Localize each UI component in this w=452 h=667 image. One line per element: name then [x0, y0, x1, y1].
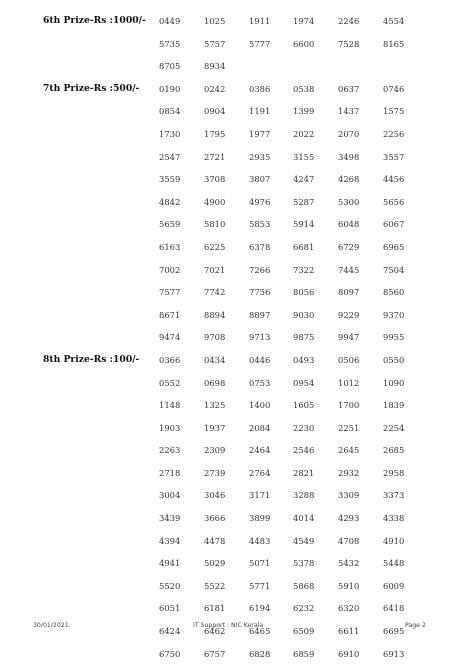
ticket-number: 6418 — [383, 603, 405, 614]
page-footer — [0, 622, 452, 637]
ticket-number: 6232 — [293, 603, 315, 614]
ticket-number: 2546 — [293, 445, 315, 456]
ticket-number: 8165 — [383, 38, 405, 49]
prize-label: 7th Prize-Rs :500/- — [43, 82, 140, 94]
ticket-number: 1903 — [159, 422, 181, 433]
ticket-number: 5735 — [159, 38, 181, 49]
number-row — [0, 12, 452, 35]
ticket-number: 6695 — [383, 626, 405, 637]
ticket-number: 2070 — [338, 128, 360, 139]
number-row — [0, 599, 452, 622]
ticket-number: 0753 — [249, 377, 271, 388]
number-row — [0, 486, 452, 509]
ticket-number: 5656 — [383, 196, 405, 207]
ticket-number: 0904 — [204, 106, 226, 117]
ticket-number: 5868 — [293, 580, 315, 591]
ticket-number: 7528 — [338, 38, 360, 49]
ticket-number: 5777 — [249, 38, 271, 49]
number-row — [0, 102, 452, 125]
ticket-number: 2084 — [249, 422, 271, 433]
ticket-number: 0493 — [293, 354, 315, 365]
ticket-number: 1012 — [338, 377, 360, 388]
ticket-number: 0954 — [293, 377, 315, 388]
ticket-number: 6600 — [293, 38, 315, 49]
number-row — [0, 125, 452, 148]
ticket-number: 6048 — [338, 219, 360, 230]
ticket-number: 8894 — [204, 309, 226, 320]
ticket-number: 0698 — [204, 377, 226, 388]
ticket-number: 9713 — [249, 332, 271, 343]
number-row — [0, 261, 452, 284]
ticket-number: 1437 — [338, 106, 360, 117]
ticket-number: 6681 — [293, 241, 315, 252]
number-row — [0, 215, 452, 238]
ticket-number: 8560 — [383, 287, 405, 298]
ticket-number: 8671 — [159, 309, 181, 320]
ticket-number: 7445 — [338, 264, 360, 275]
ticket-number: 2022 — [293, 128, 315, 139]
ticket-number: 9947 — [338, 332, 360, 343]
ticket-number: 7577 — [159, 287, 181, 298]
ticket-number: 7504 — [383, 264, 405, 275]
ticket-number: 2309 — [204, 445, 226, 456]
ticket-number: 5432 — [338, 558, 360, 569]
number-row — [0, 441, 452, 464]
ticket-number: 1937 — [204, 422, 226, 433]
ticket-number: 3373 — [383, 490, 405, 501]
ticket-number: 4268 — [338, 174, 360, 185]
ticket-number: 2935 — [249, 151, 271, 162]
ticket-number: 6465 — [249, 626, 271, 637]
prize-label: 8th Prize-Rs :100/- — [43, 353, 140, 365]
ticket-number: 6067 — [383, 219, 405, 230]
ticket-number: 5853 — [249, 219, 271, 230]
prize-section — [0, 351, 452, 667]
ticket-number: 6509 — [293, 626, 315, 637]
ticket-number: 6729 — [338, 241, 360, 252]
ticket-number: 1575 — [383, 106, 405, 117]
number-row — [0, 328, 452, 351]
ticket-number: 0854 — [159, 106, 181, 117]
ticket-number: 5071 — [249, 558, 271, 569]
ticket-number: 6320 — [338, 603, 360, 614]
ticket-number: 5914 — [293, 219, 315, 230]
ticket-number: 8897 — [249, 309, 271, 320]
ticket-number: 0449 — [159, 16, 181, 26]
ticket-number: 2958 — [383, 467, 405, 478]
number-row — [0, 283, 452, 306]
ticket-number: 6424 — [159, 626, 181, 637]
ticket-number: 1911 — [249, 16, 271, 26]
ticket-number: 1399 — [293, 106, 315, 117]
ticket-number: 8056 — [293, 287, 315, 298]
ticket-number: 1700 — [338, 400, 360, 411]
ticket-number: 9030 — [293, 309, 315, 320]
ticket-number: 2547 — [159, 151, 181, 162]
footer-page-number: Page 2 — [405, 622, 426, 629]
ticket-number: 9370 — [383, 309, 405, 320]
ticket-number: 0552 — [159, 377, 181, 388]
ticket-number: 3557 — [383, 151, 405, 162]
ticket-number: 3046 — [204, 490, 226, 501]
ticket-number: 6194 — [249, 603, 271, 614]
ticket-number: 4394 — [159, 535, 181, 546]
ticket-number: 7742 — [204, 287, 226, 298]
ticket-number: 0538 — [293, 83, 315, 94]
ticket-number: 5810 — [204, 219, 226, 230]
ticket-number: 5520 — [159, 580, 181, 591]
ticket-number: 2685 — [383, 445, 405, 456]
ticket-number: 2645 — [338, 445, 360, 456]
ticket-number: 3899 — [249, 513, 271, 524]
ticket-number: 0446 — [249, 354, 271, 365]
ticket-number: 5029 — [204, 558, 226, 569]
ticket-number: 7266 — [249, 264, 271, 275]
ticket-number: 6913 — [383, 648, 405, 659]
ticket-number: 4554 — [383, 16, 405, 26]
number-row — [0, 554, 452, 577]
ticket-number: 3559 — [159, 174, 181, 185]
ticket-number: 2256 — [383, 128, 405, 139]
ticket-number: 1325 — [204, 400, 226, 411]
ticket-number: 3807 — [249, 174, 271, 185]
ticket-number: 4014 — [293, 513, 315, 524]
ticket-number: 6611 — [338, 626, 360, 637]
ticket-number: 6051 — [159, 603, 181, 614]
ticket-number: 3666 — [204, 513, 226, 524]
ticket-number: 9955 — [383, 332, 405, 343]
ticket-number: 9708 — [204, 332, 226, 343]
ticket-number: 4941 — [159, 558, 181, 569]
number-row — [0, 306, 452, 329]
footer-support: IT Support : NIC Kerala — [193, 622, 264, 629]
ticket-number: 5378 — [293, 558, 315, 569]
ticket-number: 8705 — [159, 61, 181, 72]
ticket-number: 9875 — [293, 332, 315, 343]
ticket-number: 2739 — [204, 467, 226, 478]
ticket-number: 2718 — [159, 467, 181, 478]
prize-section — [0, 80, 452, 351]
ticket-number: 0386 — [249, 83, 271, 94]
ticket-number: 5910 — [338, 580, 360, 591]
number-row — [0, 419, 452, 442]
ticket-number: 0434 — [204, 354, 226, 365]
ticket-number: 1977 — [249, 128, 271, 139]
ticket-number: 5757 — [204, 38, 226, 49]
ticket-number: 3498 — [338, 151, 360, 162]
ticket-number: 3708 — [204, 174, 226, 185]
ticket-number: 6181 — [204, 603, 226, 614]
ticket-number: 2932 — [338, 467, 360, 478]
ticket-number: 4293 — [338, 513, 360, 524]
ticket-number: 4478 — [204, 535, 226, 546]
ticket-number: 0242 — [204, 83, 226, 94]
prize-sections — [0, 12, 452, 667]
ticket-number: 3309 — [338, 490, 360, 501]
ticket-number: 4338 — [383, 513, 405, 524]
number-row — [0, 170, 452, 193]
ticket-number: 0637 — [338, 83, 360, 94]
number-row — [0, 80, 452, 103]
ticket-number: 1795 — [204, 128, 226, 139]
ticket-number: 7021 — [204, 264, 226, 275]
ticket-number: 1974 — [293, 16, 315, 26]
ticket-number: 2764 — [249, 467, 271, 478]
ticket-number: 4456 — [383, 174, 405, 185]
footer-date: 30/01/2021 — [33, 622, 69, 629]
number-row — [0, 509, 452, 532]
ticket-number: 3155 — [293, 151, 315, 162]
number-row — [0, 148, 452, 171]
ticket-number: 7322 — [293, 264, 315, 275]
ticket-number: 4483 — [249, 535, 271, 546]
ticket-number: 2246 — [338, 16, 360, 26]
ticket-number: 4247 — [293, 174, 315, 185]
ticket-number: 4708 — [338, 535, 360, 546]
ticket-number: 6965 — [383, 241, 405, 252]
ticket-number: 4549 — [293, 535, 315, 546]
ticket-number: 8097 — [338, 287, 360, 298]
ticket-number: 2464 — [249, 445, 271, 456]
ticket-number: 9474 — [159, 332, 181, 343]
ticket-number: 1090 — [383, 377, 405, 388]
ticket-number: 1839 — [383, 400, 405, 411]
ticket-number: 6378 — [249, 241, 271, 252]
ticket-number: 3171 — [249, 490, 271, 501]
ticket-number: 1148 — [159, 400, 181, 411]
ticket-number: 0746 — [383, 83, 405, 94]
number-row — [0, 35, 452, 58]
ticket-number: 6859 — [293, 648, 315, 659]
ticket-number: 1191 — [249, 106, 271, 117]
number-row — [0, 532, 452, 555]
prize-label: 6th Prize-Rs :1000/- — [43, 15, 146, 26]
number-row — [0, 577, 452, 600]
ticket-number: 6828 — [249, 648, 271, 659]
ticket-number: 6462 — [204, 626, 226, 637]
ticket-number: 4976 — [249, 196, 271, 207]
ticket-number: 6757 — [204, 648, 226, 659]
ticket-number: 9229 — [338, 309, 360, 320]
ticket-number: 2230 — [293, 422, 315, 433]
ticket-number: 1605 — [293, 400, 315, 411]
ticket-number: 3439 — [159, 513, 181, 524]
ticket-number: 3288 — [293, 490, 315, 501]
ticket-number: 2263 — [159, 445, 181, 456]
ticket-number: 8934 — [204, 61, 226, 72]
number-row — [0, 351, 452, 374]
ticket-number: 6750 — [159, 648, 181, 659]
ticket-number: 6009 — [383, 580, 405, 591]
ticket-number: 2821 — [293, 467, 315, 478]
ticket-number: 7002 — [159, 264, 181, 275]
ticket-number: 5522 — [204, 580, 226, 591]
ticket-number: 6225 — [204, 241, 226, 252]
number-row — [0, 57, 452, 80]
ticket-number: 5448 — [383, 558, 405, 569]
number-row — [0, 193, 452, 216]
number-row — [0, 374, 452, 397]
ticket-number: 2254 — [383, 422, 405, 433]
ticket-number: 4900 — [204, 196, 226, 207]
ticket-number: 2721 — [204, 151, 226, 162]
number-row — [0, 396, 452, 419]
number-row — [0, 238, 452, 261]
ticket-number: 2251 — [338, 422, 360, 433]
ticket-number: 5300 — [338, 196, 360, 207]
ticket-number: 5771 — [249, 580, 271, 591]
ticket-number: 4842 — [159, 196, 181, 207]
ticket-number: 1730 — [159, 128, 181, 139]
ticket-number: 0506 — [338, 354, 360, 365]
ticket-number: 7756 — [249, 287, 271, 298]
ticket-number: 6910 — [338, 648, 360, 659]
ticket-number: 1400 — [249, 400, 271, 411]
ticket-number: 3004 — [159, 490, 181, 501]
ticket-number: 0550 — [383, 354, 405, 365]
ticket-number: 4910 — [383, 535, 405, 546]
number-row — [0, 464, 452, 487]
ticket-number: 0366 — [159, 354, 181, 365]
prize-section — [0, 12, 452, 80]
number-row — [0, 645, 452, 667]
ticket-number: 5659 — [159, 219, 181, 230]
ticket-number: 6163 — [159, 241, 181, 252]
ticket-number: 0190 — [159, 83, 181, 94]
ticket-number: 5287 — [293, 196, 315, 207]
ticket-number: 1025 — [204, 16, 226, 26]
